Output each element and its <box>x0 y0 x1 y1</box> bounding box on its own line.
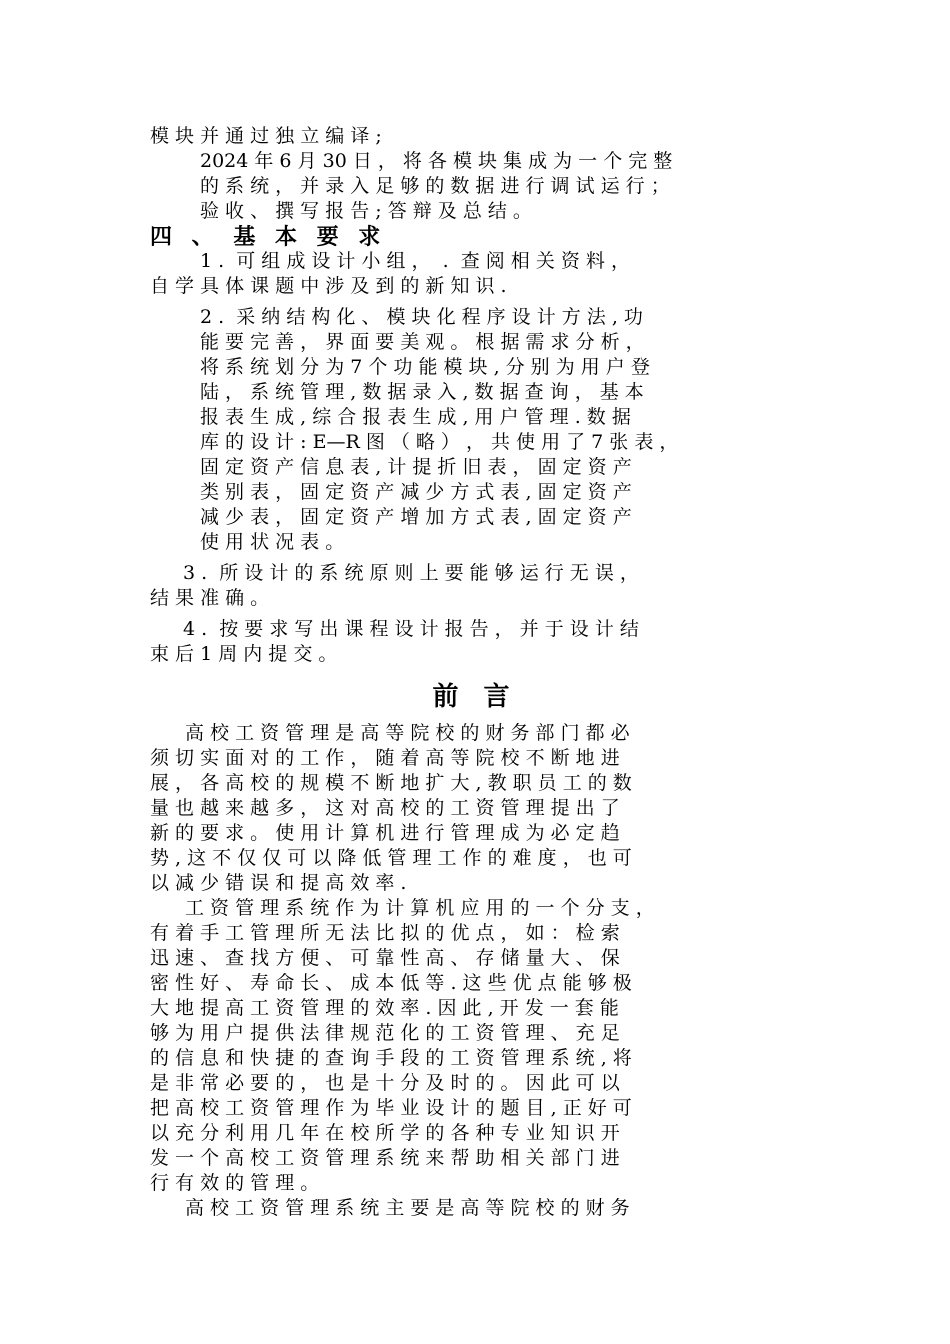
section-heading-requirements: 四 、 基 本 要 求 <box>150 224 387 250</box>
preface-line: 须 切 实 面 对 的 工 作 ， 随 着 高 等 院 校 不 断 地 进 <box>150 747 620 769</box>
preface-line: 量 也 越 来 越 多 ， 这 对 高 校 的 工 资 管 理 提 出 了 <box>150 797 620 819</box>
preface-line: 以 充 分 利 用 几 年 在 校 所 学 的 各 种 专 业 知 识 开 <box>150 1122 620 1144</box>
schedule-line-3: 的 系 统 ， 并 录 入 足 够 的 数 据 进 行 调 试 运 行 ； <box>200 175 670 197</box>
preface-line: 把 高 校 工 资 管 理 作 为 毕 业 设 计 的 题 目 , 正 好 可 <box>150 1097 632 1119</box>
preface-line: 密 性 好 、 寿 命 长 、 成 本 低 等 . 这 些 优 点 能 够 极 <box>150 972 632 994</box>
preface-line: 高 校 工 资 管 理 系 统 主 要 是 高 等 院 校 的 财 务 <box>185 1197 630 1219</box>
preface-line: 行 有 效 的 管 理 。 <box>150 1172 320 1194</box>
requirement-4-line-2: 束 后 1 周 内 提 交 。 <box>150 643 338 665</box>
preface-line: 势 , 这 不 仅 仅 可 以 降 低 管 理 工 作 的 难 度 ， 也 可 <box>150 847 632 869</box>
preface-line: 新 的 要 求 。 使 用 计 算 机 进 行 管 理 成 为 必 定 趋 <box>150 822 620 844</box>
requirement-1-line-1: 1 . 可 组 成 设 计 小 组 ， . 查 阅 相 关 资 料 ， <box>200 250 630 272</box>
requirement-2-line: 库 的 设 计 : E—R 图 （ 略 ） ， 共 使 用 了 7 张 表 ， <box>200 431 679 453</box>
requirement-2-line: 使 用 状 况 表 。 <box>200 531 345 553</box>
preface-line: 是 非 常 必 要 的 ， 也 是 十 分 及 时 的 。 因 此 可 以 <box>150 1072 620 1094</box>
preface-line: 的 信 息 和 快 捷 的 查 询 手 段 的 工 资 管 理 系 统 , 将 <box>150 1047 632 1069</box>
schedule-line-2: 2024 年 6 月 30 日 ， 将 各 模 块 集 成 为 一 个 完 整 <box>200 150 673 172</box>
schedule-line-1: 模 块 并 通 过 独 立 编 译 ; <box>150 125 382 147</box>
requirement-2-line: 2 . 采 纳 结 构 化 、 模 块 化 程 序 设 计 方 法 , 功 <box>200 306 643 328</box>
requirement-2-line: 报 表 生 成 , 综 合 报 表 生 成 , 用 户 管 理 . 数 据 <box>200 406 631 428</box>
preface-title: 前 言 <box>432 682 518 712</box>
preface-line: 迅 速 、 查 找 方 便 、 可 靠 性 高 、 存 储 量 大 、 保 <box>150 947 620 969</box>
requirement-2-line: 固 定 资 产 信 息 表 , 计 提 折 旧 表 ， 固 定 资 产 <box>200 456 632 478</box>
requirement-4-line-1: 4 . 按 要 求 写 出 课 程 设 计 报 告 ， 并 于 设 计 结 <box>183 618 639 640</box>
requirement-1-line-2: 自 学 具 体 课 题 中 涉 及 到 的 新 知 识 . <box>150 275 507 297</box>
requirement-2-line: 陆 ， 系 统 管 理 , 数 据 录 入 , 数 据 查 询 ， 基 本 <box>200 381 644 403</box>
requirement-2-line: 将 系 统 划 分 为 7 个 功 能 模 块 , 分 别 为 用 户 登 <box>200 356 650 378</box>
requirement-2-line: 类 别 表 ， 固 定 资 产 减 少 方 式 表 , 固 定 资 产 <box>200 481 632 503</box>
requirement-3-line-1: 3 . 所 设 计 的 系 统 原 则 上 要 能 够 运 行 无 误 ， <box>183 562 639 584</box>
preface-line: 以 减 少 错 误 和 提 高 效 率 . <box>150 872 407 894</box>
requirement-3-line-2: 结 果 准 确 。 <box>150 587 270 609</box>
preface-line: 够 为 用 户 提 供 法 律 规 范 化 的 工 资 管 理 、 充 足 <box>150 1022 620 1044</box>
preface-line: 有 着 手 工 管 理 所 无 法 比 拟 的 优 点 ， 如 ： 检 索 <box>150 922 620 944</box>
preface-line: 展 ， 各 高 校 的 规 模 不 断 地 扩 大 , 教 职 员 工 的 数 <box>150 772 632 794</box>
schedule-line-4: 验 收 、 撰 写 报 告 ; 答 辩 及 总 结 。 <box>200 200 532 222</box>
preface-line: 工 资 管 理 系 统 作 为 计 算 机 应 用 的 一 个 分 支 ， <box>185 897 655 919</box>
requirement-2-line: 能 要 完 善 ， 界 面 要 美 观 。 根 据 需 求 分 析 ， <box>200 331 645 353</box>
requirement-2-line: 减 少 表 ， 固 定 资 产 增 加 方 式 表 , 固 定 资 产 <box>200 506 632 528</box>
preface-line: 高 校 工 资 管 理 是 高 等 院 校 的 财 务 部 门 都 必 <box>185 722 630 744</box>
preface-line: 大 地 提 高 工 资 管 理 的 效 率 . 因 此 , 开 发 一 套 能 <box>150 997 619 1019</box>
preface-line: 发 一 个 高 校 工 资 管 理 系 统 来 帮 助 相 关 部 门 进 <box>150 1147 620 1169</box>
